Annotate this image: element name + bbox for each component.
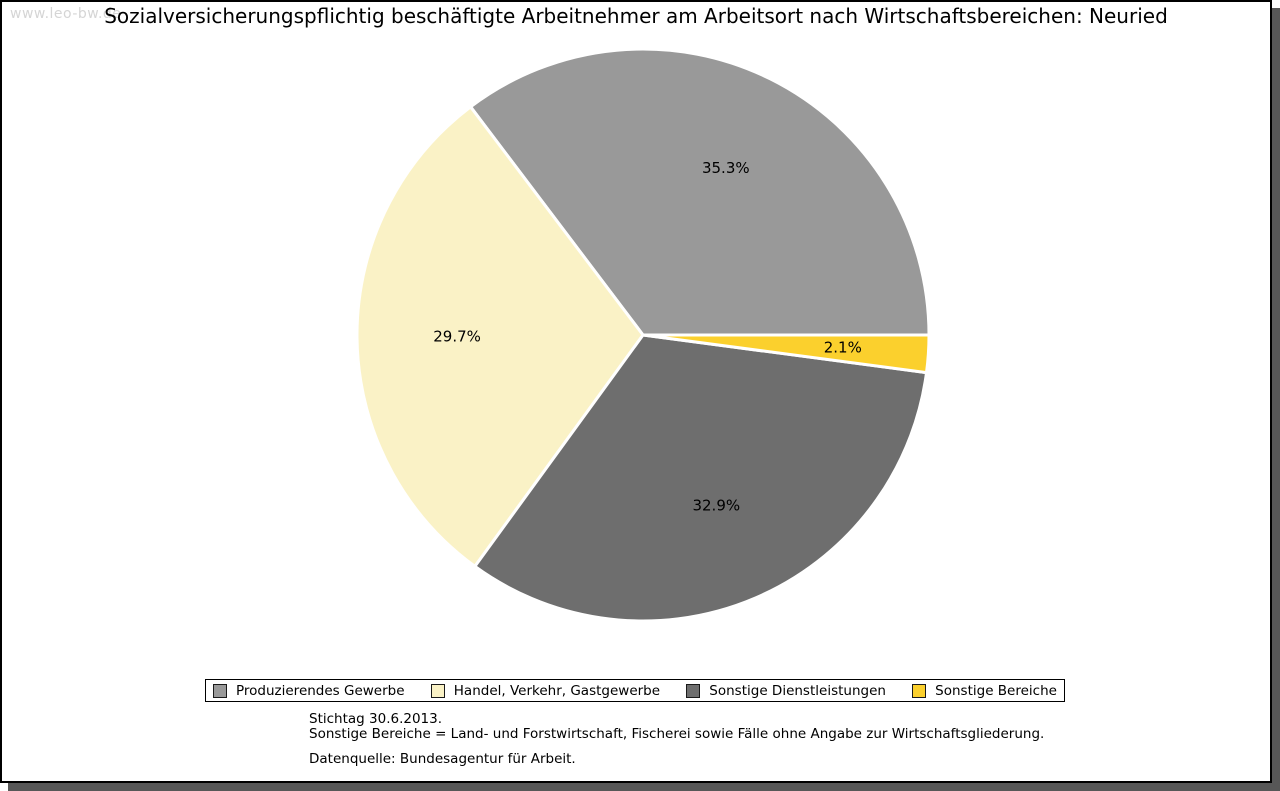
footnote-definition: Sonstige Bereiche = Land- und Forstwirtschaft, Fischerei sowie Fälle ohne Angabe zur Wirtschaftsgliederung. <box>309 726 1045 742</box>
pie-slice-value-label: 35.3% <box>701 159 750 178</box>
legend-item <box>686 683 886 699</box>
pie-slice-value-label: 32.9% <box>692 496 741 515</box>
legend-label: Sonstige Dienstleistungen <box>709 682 886 699</box>
pie-slice-value-label: 29.7% <box>433 327 481 346</box>
legend-item <box>912 683 1057 699</box>
footnote-stichtag: Stichtag 30.6.2013. <box>309 711 443 727</box>
legend <box>205 679 1065 702</box>
chart-title: Sozialversicherungspflichtig beschäftigte Arbeitnehmer am Arbeitsort nach Wirtschaftsbereichen: Neuried <box>104 4 1168 28</box>
legend-label: Sonstige Bereiche <box>935 682 1057 699</box>
legend-swatch-icon <box>431 684 445 698</box>
pie-chart <box>343 35 943 635</box>
footnote-datenquelle: Datenquelle: Bundesagentur für Arbeit. <box>309 751 576 767</box>
watermark-text: www.leo-bw.de <box>10 6 122 22</box>
legend-item <box>431 683 660 699</box>
legend-label: Handel, Verkehr, Gastgewerbe <box>453 682 661 699</box>
legend-item <box>213 683 405 699</box>
legend-swatch-icon <box>686 684 700 698</box>
pie-slice-value-label: 2.1% <box>823 338 862 357</box>
legend-swatch-icon <box>213 684 227 698</box>
legend-label: Produzierendes Gewerbe <box>236 682 405 699</box>
legend-swatch-icon <box>912 684 926 698</box>
